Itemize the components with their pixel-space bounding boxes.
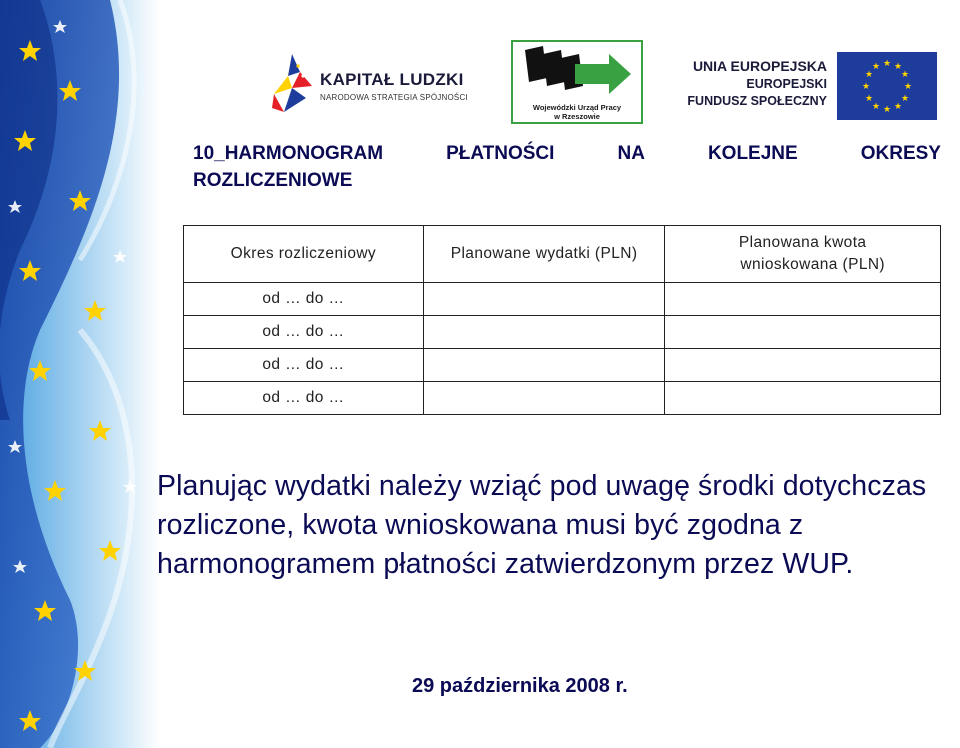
eu-logo-line1: UNIA EUROPEJSKA	[692, 58, 827, 74]
period-cell: od … do …	[184, 316, 424, 349]
period-cell: od … do …	[184, 349, 424, 382]
eu-fund-logo	[682, 52, 937, 122]
kapital-ludzki-title: KAPITAŁ LUDZKI	[320, 70, 464, 89]
expenses-cell	[423, 316, 665, 349]
title-word: 10_HARMONOGRAM	[193, 143, 384, 164]
svg-text:★: ★	[903, 82, 913, 92]
period-cell: od … do …	[184, 382, 424, 415]
payment-schedule-table	[183, 225, 941, 415]
planning-note: Planując wydatki należy wziąć pod uwagę środki dotychczas rozliczone, kwota wnioskowana musi być zgodna z harmonogramem płatności zatwierdzonym przez WUP.	[157, 470, 927, 580]
svg-text:★: ★	[864, 94, 874, 104]
eu-logo-line3: FUNDUSZ SPOŁECZNY	[687, 94, 827, 108]
svg-text:★: ★	[900, 70, 910, 80]
table-row	[184, 316, 941, 349]
svg-text:★: ★	[882, 59, 892, 69]
expenses-cell	[423, 283, 665, 316]
amount-cell	[665, 283, 941, 316]
header-settlement-period: Okres rozliczeniowy	[184, 226, 424, 283]
amount-cell	[665, 316, 941, 349]
table-row	[184, 283, 941, 316]
svg-text:★: ★	[864, 70, 874, 80]
kapital-ludzki-emblem-icon	[270, 52, 314, 118]
wup-name-line1: Wojewódzki Urząd Pracy	[532, 103, 622, 112]
svg-text:★: ★	[900, 94, 910, 104]
expenses-cell	[423, 349, 665, 382]
svg-text:★: ★	[871, 102, 881, 112]
svg-text:★: ★	[893, 102, 903, 112]
wup-rzeszow-logo	[511, 40, 643, 124]
svg-text:★: ★	[871, 62, 881, 72]
period-cell: od … do …	[184, 283, 424, 316]
title-word: PŁATNOŚCI	[446, 143, 555, 164]
eu-filmstrip-decoration	[0, 0, 160, 748]
svg-text:★: ★	[882, 105, 892, 115]
amount-cell	[665, 349, 941, 382]
expenses-cell	[423, 382, 665, 415]
header-planned-amount-line1: Planowana kwota	[738, 234, 867, 251]
kapital-ludzki-subtitle: NARODOWA STRATEGIA SPÓJNOŚCI	[320, 93, 468, 102]
title-word: KOLEJNE	[707, 143, 798, 164]
svg-text:★: ★	[893, 62, 903, 72]
title-word: OKRESY	[860, 143, 941, 164]
svg-text:★: ★	[861, 82, 871, 92]
document-title	[193, 140, 941, 194]
title-line1	[193, 140, 941, 167]
title-line2: ROZLICZENIOWE	[193, 170, 353, 191]
header-planned-amount-line2: wnioskowana (PLN)	[740, 256, 885, 273]
header-planned-expenses: Planowane wydatki (PLN)	[423, 226, 665, 283]
table-row	[184, 382, 941, 415]
title-word: NA	[617, 143, 645, 164]
document-date: 29 października 2008 r.	[412, 675, 628, 697]
kapital-ludzki-logo	[270, 52, 470, 118]
table-row	[184, 349, 941, 382]
amount-cell	[665, 382, 941, 415]
eu-flag-icon	[837, 52, 937, 120]
table-header-row	[184, 226, 941, 283]
eu-logo-line2: EUROPEJSKI	[746, 77, 827, 91]
header-planned-amount	[665, 226, 941, 283]
wup-name-line2: w Rzeszowie	[554, 112, 600, 121]
wup-emblem-icon	[513, 42, 641, 102]
